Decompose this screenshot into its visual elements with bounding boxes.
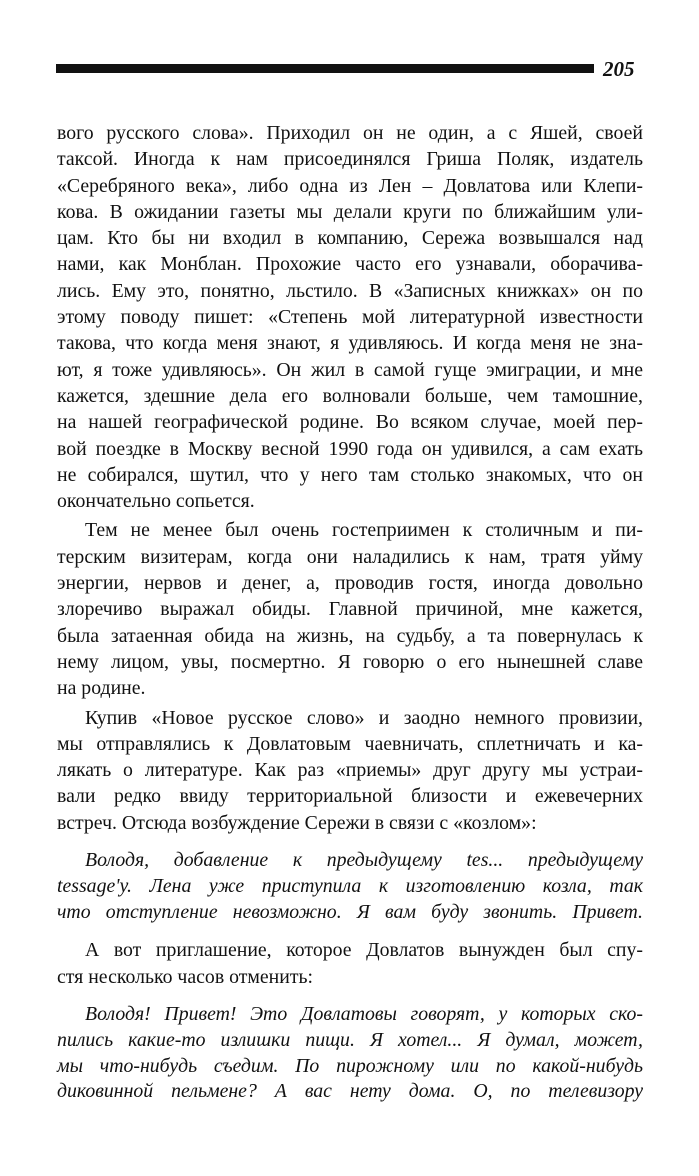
text-line: вой поездке в Москву весной 1990 года он удивился, а сам ехать: [57, 437, 643, 460]
quote-line: мы что-нибудь съедим. По пирожному или по какой-нибудь: [57, 1054, 643, 1077]
text-line: стя несколько часов отменить:: [57, 965, 314, 988]
text-line: Тем не менее был очень гостеприимен к столичным и пи-: [85, 519, 643, 542]
text-line: лякать о литературе. Как раз «приемы» друг другу мы устраи-: [57, 759, 643, 782]
text-line: злоречиво выражал обиды. Главной причиной, мне кажется,: [57, 598, 643, 621]
text-line: терским визитерам, когда они наладились к нам, тратя уйму: [57, 545, 643, 568]
paragraph-3: [57, 705, 643, 836]
quote-line: что отступление невозможно. Я вам буду звонить. Привет.: [57, 900, 643, 923]
body-text: [57, 120, 643, 1105]
text-line: мы отправлялись к Довлатовым чаевничать, сплетничать и ка-: [57, 732, 643, 755]
text-line: лись. Ему это, понятно, льстило. В «Записных книжках» он по: [57, 279, 643, 302]
quote-line: tessage'у. Лена уже приступила к изготовлению козла, так: [57, 874, 643, 897]
quote-1: [57, 848, 643, 925]
text-line: нами, как Монблан. Прохожие часто его узнавали, оборачива-: [57, 253, 643, 276]
paragraph-2: [57, 517, 643, 701]
quote-line: Володя! Привет! Это Довлатовы говорят, у которых ско-: [85, 1003, 643, 1025]
text-line: «Серебряного века», либо одна из Лен – Довлатова или Клепи-: [57, 174, 643, 197]
text-line: была затаенная обида на жизнь, на судьбу, а та повернулась к: [57, 624, 643, 647]
quote-line: пились какие-то излишки пищи. Я хотел... Я думал, может,: [57, 1028, 643, 1051]
header-rule: [56, 64, 594, 73]
text-line: Купив «Новое русское слово» и заодно немного провизии,: [85, 706, 643, 729]
text-line: цам. Кто бы ни входил в компанию, Сережа возвышался над: [57, 227, 643, 250]
text-line: таксой. Иногда к нам присоединялся Гриша Поляк, издатель: [57, 148, 643, 171]
quote-line: диковинной пельмене? А вас нету дома. О, по телевизору: [57, 1080, 643, 1103]
text-line: такова, что когда меня знают, я удивляюсь. И когда меня не зна-: [57, 332, 643, 355]
page-number: 205: [603, 57, 635, 81]
quote-line: Володя, добавление к предыдущему tes... предыдущему: [85, 849, 643, 872]
text-line: не собирался, шутил, что у него там столько знакомых, что он: [57, 463, 643, 486]
text-line: ют, я тоже удивляюсь». Он жил в самой гуще эмиграции, и мне: [57, 358, 643, 381]
text-line: энергии, нервов и денег, а, проводив гостя, иногда довольно: [57, 572, 643, 595]
text-line: А вот приглашение, которое Довлатов вынужден был спу-: [85, 939, 643, 962]
paragraph-4: [57, 937, 643, 990]
text-line: вали редко ввиду территориальной близости и ежевечерних: [57, 785, 643, 808]
text-line: встреч. Отсюда возбуждение Сережи в связи с «козлом»:: [57, 811, 537, 834]
quote-2: [57, 1002, 643, 1105]
paragraph-1: [57, 120, 643, 514]
text-line: на родине.: [57, 677, 146, 700]
text-line: этому поводу пишет: «Степень мой литературной известности: [57, 306, 643, 329]
text-line: нему лицом, увы, посмертно. Я говорю о его нынешней славе: [57, 650, 643, 673]
text-line: кажется, здешние дела его волновали больше, чем тамошние,: [57, 384, 643, 407]
text-line: вого русского слова». Приходил он не один, а с Яшей, своей: [57, 122, 643, 144]
text-line: кова. В ожидании газеты мы делали круги по ближайшим ули-: [57, 200, 643, 223]
text-line: на нашей географической родине. Во всяком случае, моей пер-: [57, 411, 643, 434]
text-line: окончательно сопьется.: [57, 490, 255, 513]
